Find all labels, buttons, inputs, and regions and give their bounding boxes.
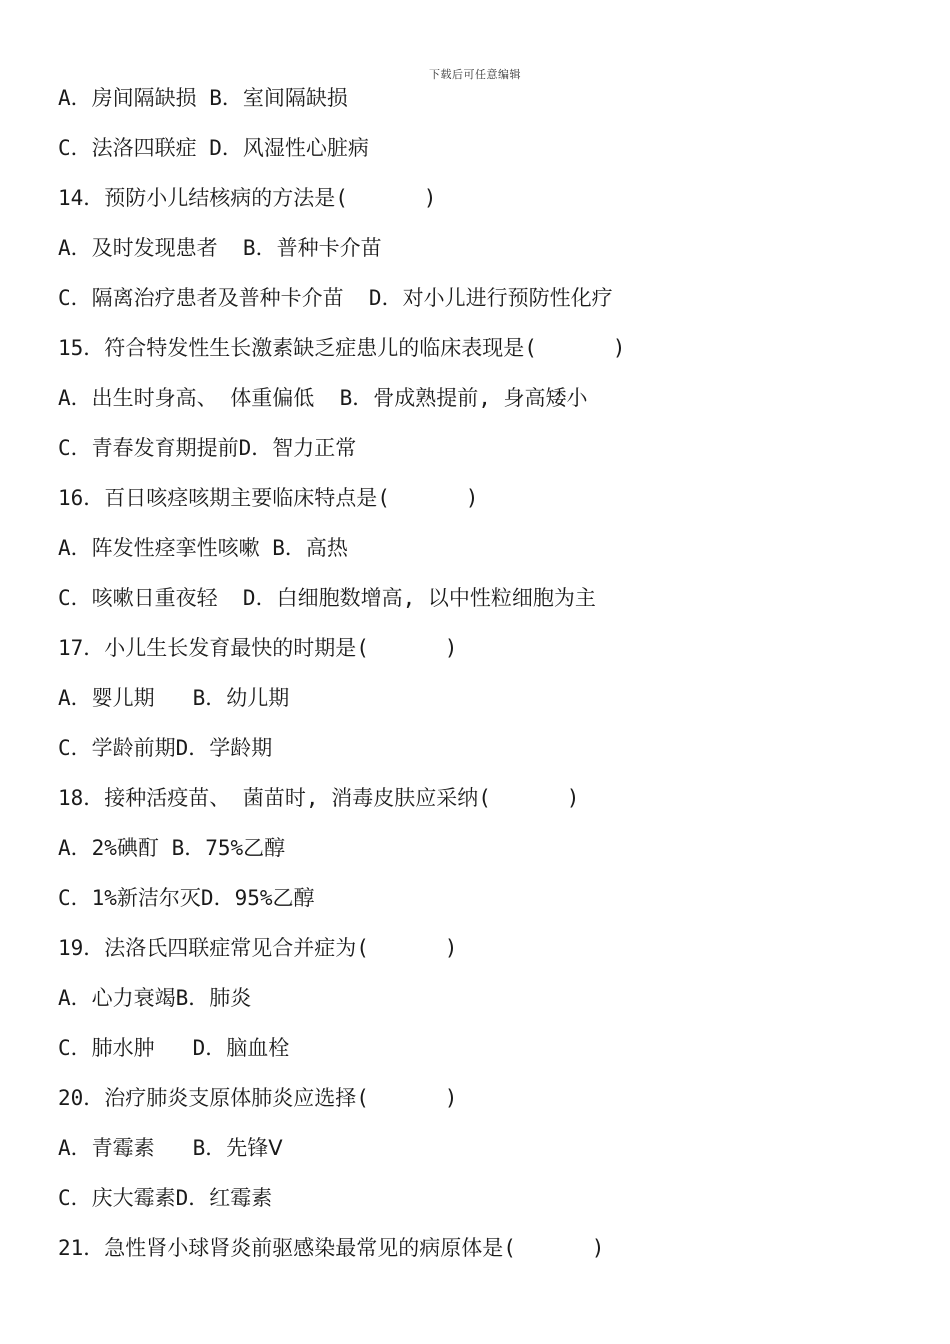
option-line-15-cd: C．青春发育期提前D．智力正常 [58,436,357,460]
option-line-14-cd: C．隔离治疗患者及普种卡介苗 D．对小儿进行预防性化疗 [58,286,613,310]
question-21: 21．急性肾小球肾炎前驱感染最常见的病原体是( ) [58,1236,605,1260]
question-15: 15．符合特发性生长激素缺乏症患儿的临床表现是( ) [58,336,626,360]
question-19: 19．法洛氏四联症常见合并症为( ) [58,936,458,960]
question-18: 18．接种活疫苗、 菌苗时, 消毒皮肤应采纳( ) [58,786,580,810]
option-line-15-ab: A．出生时身高、 体重偏低 B．骨成熟提前, 身高矮小 [58,386,588,410]
question-20: 20．治疗肺炎支原体肺炎应选择( ) [58,1086,458,1110]
question-14: 14．预防小儿结核病的方法是( ) [58,186,437,210]
option-line-14-ab: A．及时发现患者 B．普种卡介苗 [58,236,382,260]
header-note: 下载后可任意编辑 [429,68,521,81]
option-line-20-ab: A．青霉素 B．先锋Ⅴ [58,1136,283,1160]
option-line-18-cd: C．1%新洁尔灭D．95%乙醇 [58,886,315,910]
option-line-16-ab: A．阵发性痉挛性咳嗽 B．高热 [58,536,348,560]
option-line-16-cd: C．咳嗽日重夜轻 D．白细胞数增高, 以中性粒细胞为主 [58,586,596,610]
option-line-18-ab: A．2%碘酊 B．75%乙醇 [58,836,286,860]
option-line-20-cd: C．庆大霉素D．红霉素 [58,1186,273,1210]
option-line-13-cd: C．法洛四联症 D．风湿性心脏病 [58,136,369,160]
question-list [58,80,918,1280]
option-line-17-ab: A．婴儿期 B．幼儿期 [58,686,290,710]
option-line-13-ab: A．房间隔缺损 B．室间隔缺损 [58,86,348,110]
option-line-17-cd: C．学龄前期D．学龄期 [58,736,273,760]
question-17: 17．小儿生长发育最快的时期是( ) [58,636,458,660]
option-line-19-cd: C．肺水肿 D．脑血栓 [58,1036,290,1060]
question-16: 16．百日咳痉咳期主要临床特点是( ) [58,486,479,510]
option-line-19-ab: A．心力衰竭B．肺炎 [58,986,252,1010]
